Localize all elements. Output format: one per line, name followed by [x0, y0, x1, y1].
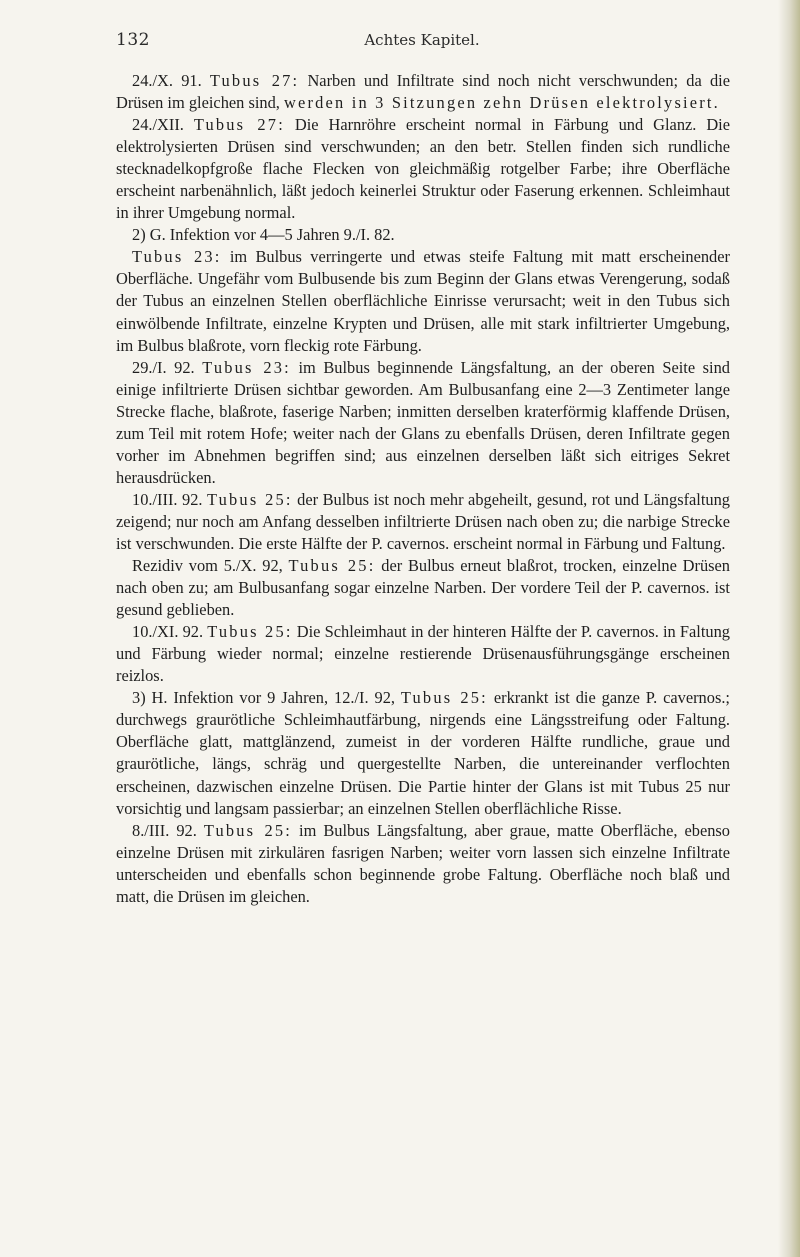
paragraph-lead: 10./III. 92. — [132, 489, 207, 509]
tubus-label: Tubus 25: — [400, 688, 488, 708]
page-edge-shadow — [778, 0, 800, 1257]
page-number: 132 — [116, 30, 150, 50]
tubus-label: Tubus 27: — [209, 71, 300, 90]
paragraph-lead: 10./XI. 92. — [132, 622, 208, 642]
paragraph-lead: 3) H. Infektion vor 9 Jahren, 12./I. 92, — [132, 688, 401, 708]
tubus-label: Tubus 25: — [203, 820, 293, 840]
paragraph-9 — [116, 687, 730, 819]
paragraph-3 — [116, 224, 730, 246]
paragraph-1 — [116, 70, 730, 114]
paragraph-lead: 24./X. 91. — [132, 71, 210, 90]
running-head: Achtes Kapitel. — [364, 31, 480, 49]
paragraph-text: im Bulbus beginnende Längsfaltung, an der oberen Seite sind einige infiltrierte Drüsen sichtbar geworden. Am Bulbusanfang eine 2—3 Zentimeter lange Strecke flache, blaßrote, faserige Narben; inmitten derselben kraterförmig klaffende Drüsen, zum Teil mit rotem Hofe; weiter nach der Glans zu ebenfalls Drüsen, deren Infiltrate gegen vorher im Abnehmen begriffen sind; aus einzelnen derselben läßt sich eitriges Sekret herausdrücken. — [116, 357, 730, 487]
case-heading: 2) G. Infektion vor 4—5 Jahren 9./I. 82. — [132, 225, 395, 245]
paragraph-6 — [116, 489, 730, 555]
paragraph-text: Die Schleimhaut in der hinteren Hälfte der P. cavernos. in Faltung und Färbung wieder normal; einzelne restierende Drüsenausführungsgänge erscheinen reizlos. — [116, 622, 730, 686]
tubus-label: Tubus 25: — [207, 622, 293, 642]
paragraph-lead: 29./I. 92. — [132, 357, 203, 377]
tubus-label: Tubus 27: — [193, 115, 285, 135]
paragraph-lead: Rezidiv vom 5./X. 92, — [132, 556, 289, 576]
tubus-label: Tubus 23: — [202, 357, 291, 377]
tubus-label: Tubus 23: — [132, 247, 222, 267]
paragraph-2 — [116, 114, 730, 224]
paragraph-text: Die Harnröhre erscheint normal in Färbung und Glanz. Die elektrolysierten Drüsen sind verschwunden; an den betr. Stellen finden sich rundliche stecknadelkopfgroße flache Flecken von gleichmäßig rotgelber Farbe; ihre Oberfläche erscheint narbenähnlich, läßt jedoch keinerlei Struktur oder Faserung erkennen. Schleimhaut in ihrer Umgebung normal. — [116, 115, 731, 223]
paragraph-7 — [116, 555, 730, 621]
paragraph-5 — [116, 357, 730, 489]
paragraph-lead: 8./III. 92. — [132, 820, 204, 840]
paragraph-10 — [116, 820, 730, 908]
paragraph-text: im Bulbus Längsfaltung, aber graue, matte Oberfläche, ebenso einzelne Drüsen mit zirkulären fasrigen Narben; weiter vorn lassen sich einzelne Infiltrate unterscheiden und ebenfalls schon beginnende grobe Faltung. Oberfläche noch blaß und matt, die Drüsen im gleichen. — [116, 820, 730, 906]
paragraph-text: der Bulbus erneut blaßrot, trocken, einzelne Drüsen nach oben zu; am Bulbusanfang sogar einzelne Narben. Der vordere Teil der P. cavernos. ist gesund geblieben. — [116, 556, 730, 620]
spaced-emphasis: werden in 3 Sitzungen zehn Drüsen elektrolysiert. — [283, 93, 720, 113]
paragraph-4 — [116, 246, 730, 356]
paragraph-lead: 24./XII. — [132, 115, 194, 135]
tubus-label: Tubus 25: — [288, 556, 376, 576]
paragraph-text: im Bulbus verringerte und etwas steife Faltung mit matt erscheinender Oberfläche. Ungefähr vom Bulbusende bis zum Beginn der Glans etwas Verengerung, sodaß der Tubus an einzelnen Stellen oberflächliche Einrisse verursacht; weit in den Tubus sich einwölbende Infiltrate, einzelne Krypten und Drüsen, alle mit stark infiltrierter Umgebung, im Bulbus blaßrote, vorn fleckig rote Färbung. — [116, 247, 730, 355]
paragraph-text: der Bulbus ist noch mehr abgeheilt, gesund, rot und Längsfaltung zeigend; nur noch am Anfang desselben infiltrierte Drüsen nach oben zu; die narbige Strecke ist verschwunden. Die erste Hälfte der P. cavernos. erscheint normal in Färbung und Faltung. — [116, 489, 731, 553]
paragraph-8 — [116, 621, 730, 687]
paragraph-text: erkrankt ist die ganze P. cavernos.; durchwegs graurötliche Schleimhautfärbung, nirgends eine Längsstreifung oder Faltung. Oberfläche glatt, mattglänzend, zumeist in der vorderen Hälfte rundliche, graue und graurötliche, längs, schräg und quergestellte Narben, die untereinander verflochten erscheinen, dazwischen einzelne Drüsen. Die Partie hinter der Glans ist mit Tubus 25 nur vorsichtig und langsam passierbar; an einzelnen Stellen oberflächliche Risse. — [116, 688, 730, 818]
body-text — [116, 70, 730, 908]
tubus-label: Tubus 25: — [207, 489, 293, 509]
paragraph-text: Narben und Infiltrate sind noch nicht verschwunden; da die Drüsen im gleichen sind, — [116, 71, 730, 113]
page-header — [116, 30, 728, 54]
